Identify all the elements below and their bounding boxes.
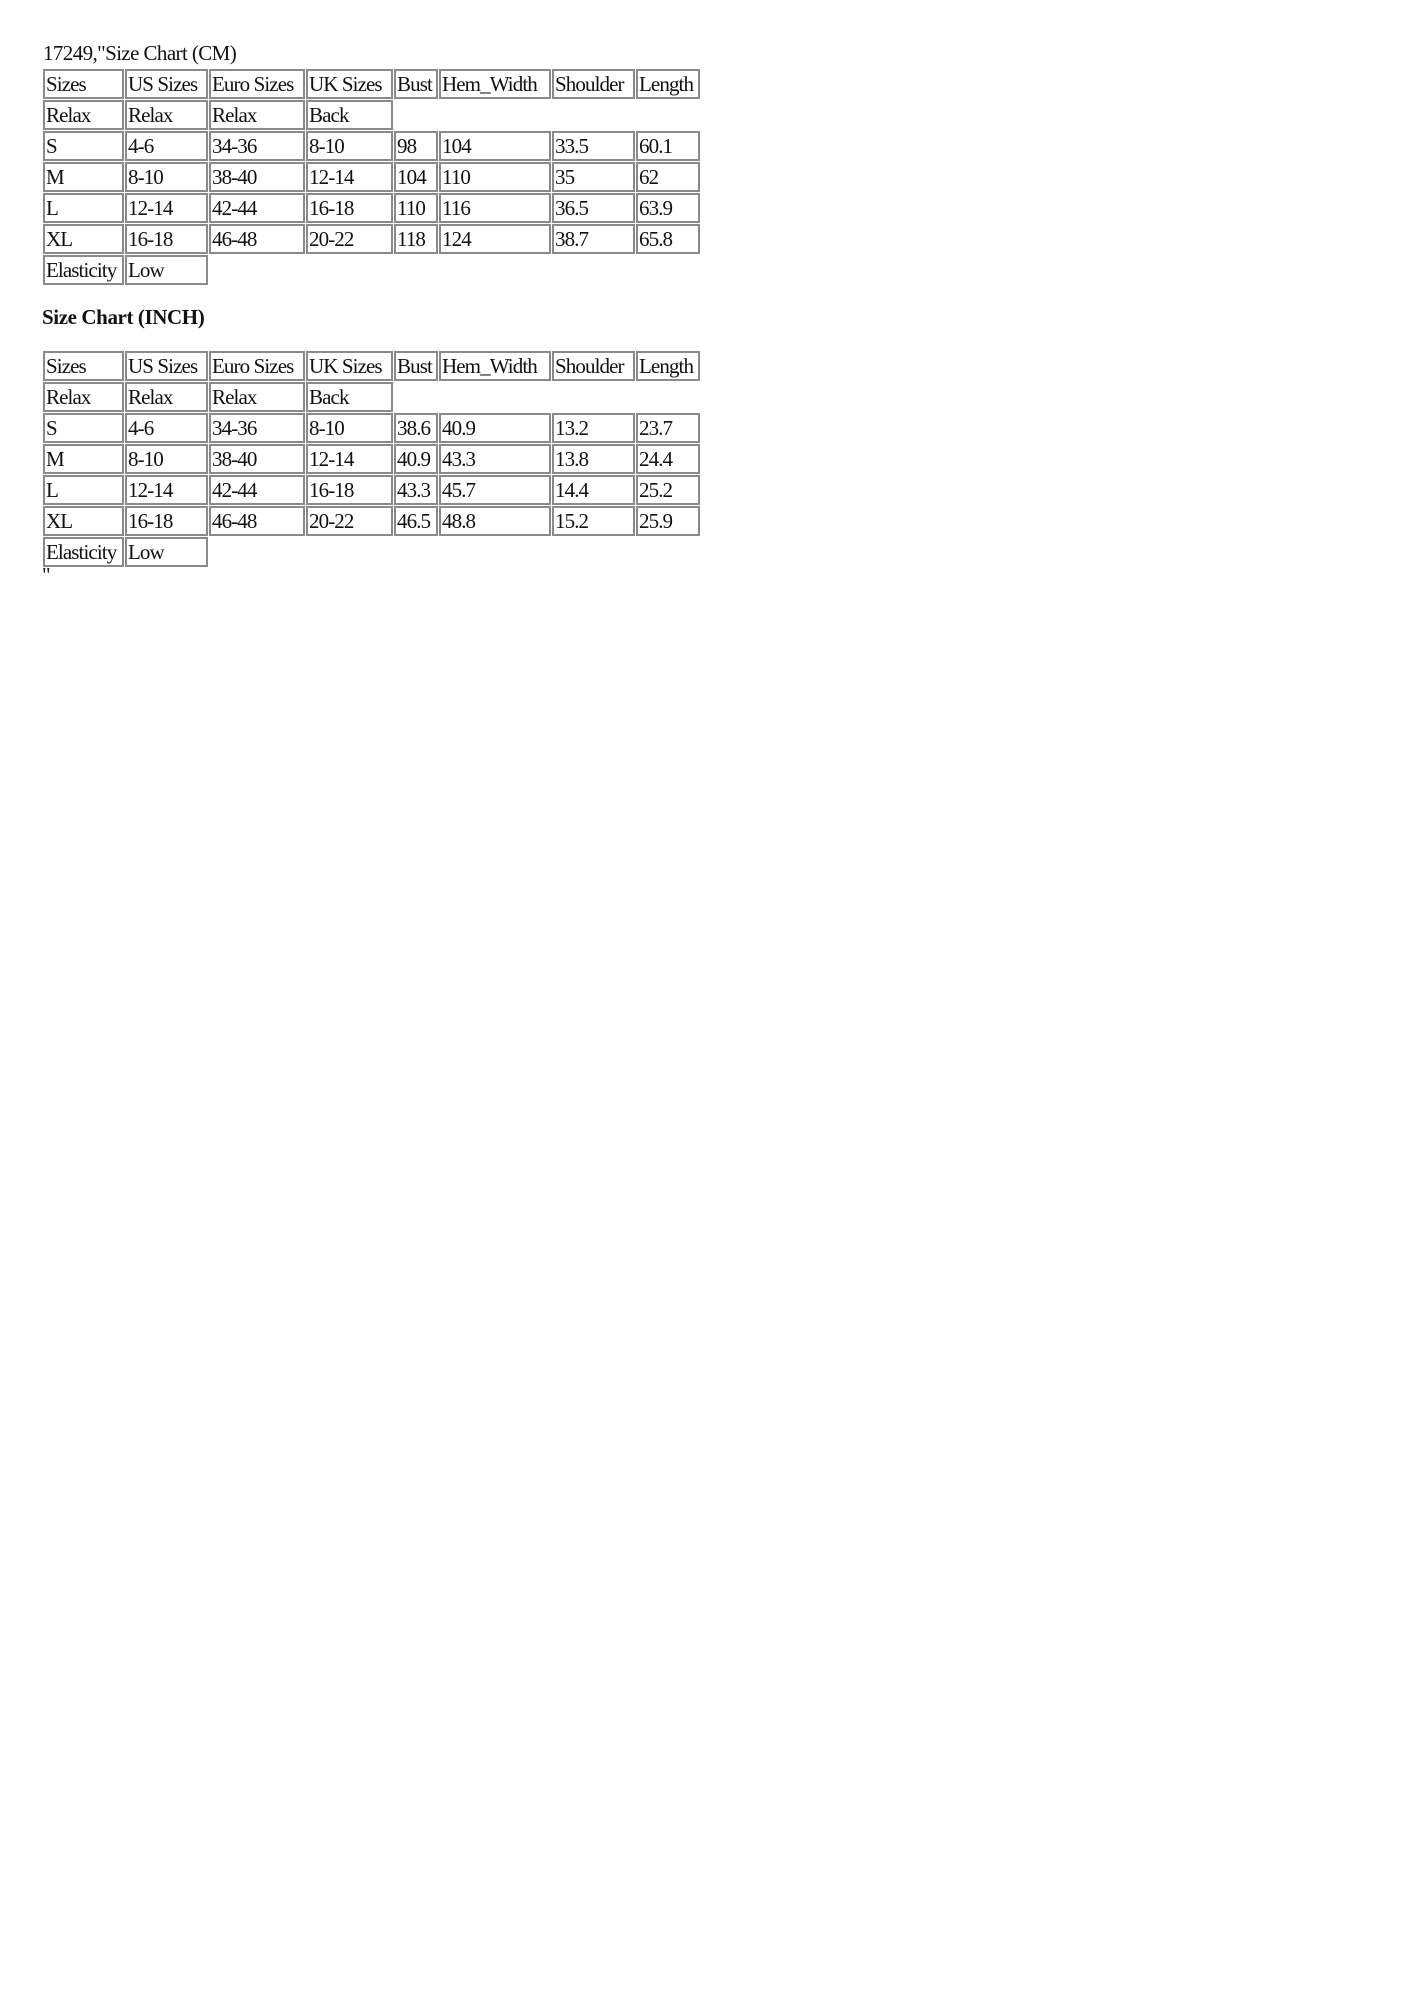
table-cell: 20-22 bbox=[306, 224, 393, 254]
table-cell: 38.7 bbox=[552, 224, 635, 254]
table-cell: Relax bbox=[43, 100, 124, 130]
table-cell: 60.1 bbox=[636, 131, 700, 161]
table-cell: 12-14 bbox=[306, 444, 393, 474]
table-cell: 14.4 bbox=[552, 475, 635, 505]
table-row bbox=[43, 162, 700, 192]
table-row bbox=[43, 100, 700, 130]
table-header-row bbox=[43, 69, 700, 99]
table-cell: 36.5 bbox=[552, 193, 635, 223]
table-cell: 110 bbox=[394, 193, 438, 223]
table-cell: 25.2 bbox=[636, 475, 700, 505]
table-row bbox=[43, 506, 700, 536]
table-header-cell: Sizes bbox=[43, 351, 124, 381]
table-cell: 8-10 bbox=[125, 162, 208, 192]
table-header-row bbox=[43, 351, 700, 381]
table-cell: 43.3 bbox=[439, 444, 551, 474]
table-cell: Relax bbox=[43, 382, 124, 412]
table-cell: 15.2 bbox=[552, 506, 635, 536]
table-cell: 38-40 bbox=[209, 444, 305, 474]
table-cell: Back bbox=[306, 382, 393, 412]
table-cell: 40.9 bbox=[439, 413, 551, 443]
table-cell: S bbox=[43, 413, 124, 443]
table-cell: 124 bbox=[439, 224, 551, 254]
cm-chart-heading: 17249,"Size Chart (CM) bbox=[43, 41, 237, 65]
table-cell: 13.2 bbox=[552, 413, 635, 443]
table-cell: 8-10 bbox=[306, 131, 393, 161]
table-cell: Back bbox=[306, 100, 393, 130]
table-cell: Relax bbox=[209, 382, 305, 412]
table-row bbox=[43, 131, 700, 161]
table-cell: 46-48 bbox=[209, 224, 305, 254]
table-cell: 33.5 bbox=[552, 131, 635, 161]
table-cell: 16-18 bbox=[125, 506, 208, 536]
table-header-cell: US Sizes bbox=[125, 69, 208, 99]
table-cell: 16-18 bbox=[125, 224, 208, 254]
table-cell: 12-14 bbox=[125, 475, 208, 505]
table-row bbox=[43, 193, 700, 223]
table-cell: 65.8 bbox=[636, 224, 700, 254]
table-cell: Relax bbox=[125, 100, 208, 130]
table-cell: 98 bbox=[394, 131, 438, 161]
table-cell: 25.9 bbox=[636, 506, 700, 536]
table-cell: Relax bbox=[209, 100, 305, 130]
table-cell: 63.9 bbox=[636, 193, 700, 223]
table-cell: 16-18 bbox=[306, 475, 393, 505]
table-cell: 34-36 bbox=[209, 131, 305, 161]
size-chart-inch-table bbox=[42, 350, 701, 568]
table-header-cell: US Sizes bbox=[125, 351, 208, 381]
table-row bbox=[43, 382, 700, 412]
table-cell: 43.3 bbox=[394, 475, 438, 505]
table-cell: 34-36 bbox=[209, 413, 305, 443]
table-cell: M bbox=[43, 162, 124, 192]
table-cell: 38-40 bbox=[209, 162, 305, 192]
table-header-cell: Shoulder bbox=[552, 351, 635, 381]
table-header-cell: Sizes bbox=[43, 69, 124, 99]
table-cell: Relax bbox=[125, 382, 208, 412]
table-row bbox=[43, 537, 700, 567]
table-row bbox=[43, 255, 700, 285]
table-cell: 4-6 bbox=[125, 131, 208, 161]
table-cell: Low bbox=[125, 537, 208, 567]
table-cell: 46.5 bbox=[394, 506, 438, 536]
table-cell: 24.4 bbox=[636, 444, 700, 474]
table-cell: XL bbox=[43, 506, 124, 536]
table-header-cell: Hem_Width bbox=[439, 351, 551, 381]
table-cell: 110 bbox=[439, 162, 551, 192]
table-row bbox=[43, 475, 700, 505]
table-row bbox=[43, 444, 700, 474]
empty-cell bbox=[209, 255, 700, 285]
table-header-cell: Bust bbox=[394, 69, 438, 99]
table-cell: 23.7 bbox=[636, 413, 700, 443]
table-cell: 8-10 bbox=[306, 413, 393, 443]
table-header-cell: Shoulder bbox=[552, 69, 635, 99]
table-cell: M bbox=[43, 444, 124, 474]
table-cell: 42-44 bbox=[209, 475, 305, 505]
table-cell: 62 bbox=[636, 162, 700, 192]
table-cell: 4-6 bbox=[125, 413, 208, 443]
table-row bbox=[43, 413, 700, 443]
table-header-cell: Length bbox=[636, 351, 700, 381]
table-cell: 40.9 bbox=[394, 444, 438, 474]
table-header-cell: UK Sizes bbox=[306, 351, 393, 381]
empty-cell bbox=[209, 537, 700, 567]
table-cell: XL bbox=[43, 224, 124, 254]
table-header-cell: UK Sizes bbox=[306, 69, 393, 99]
table-cell: Elasticity bbox=[43, 255, 124, 285]
table-cell: 104 bbox=[439, 131, 551, 161]
document-page bbox=[42, 40, 701, 587]
table-cell: 12-14 bbox=[125, 193, 208, 223]
spacer bbox=[42, 286, 701, 304]
table-cell: 12-14 bbox=[306, 162, 393, 192]
table-cell: S bbox=[43, 131, 124, 161]
table-header-cell: Euro Sizes bbox=[209, 69, 305, 99]
table-header-cell: Hem_Width bbox=[439, 69, 551, 99]
table-cell: 116 bbox=[439, 193, 551, 223]
table-cell: 20-22 bbox=[306, 506, 393, 536]
table-cell: 118 bbox=[394, 224, 438, 254]
table-header-cell: Length bbox=[636, 69, 700, 99]
table-cell: Low bbox=[125, 255, 208, 285]
table-cell: 48.8 bbox=[439, 506, 551, 536]
table-cell: 38.6 bbox=[394, 413, 438, 443]
table-header-cell: Euro Sizes bbox=[209, 351, 305, 381]
empty-cell bbox=[394, 382, 700, 412]
size-chart-cm-table bbox=[42, 68, 701, 286]
table-cell: L bbox=[43, 193, 124, 223]
table-cell: 45.7 bbox=[439, 475, 551, 505]
table-cell: 16-18 bbox=[306, 193, 393, 223]
table-header-cell: Bust bbox=[394, 351, 438, 381]
table-cell: 42-44 bbox=[209, 193, 305, 223]
table-cell: Elasticity bbox=[43, 537, 124, 567]
inch-chart-title: Size Chart (INCH) bbox=[42, 305, 205, 329]
table-row bbox=[43, 224, 700, 254]
table-cell: 46-48 bbox=[209, 506, 305, 536]
table-cell: L bbox=[43, 475, 124, 505]
table-cell: 8-10 bbox=[125, 444, 208, 474]
table-cell: 35 bbox=[552, 162, 635, 192]
empty-cell bbox=[394, 100, 700, 130]
table-cell: 13.8 bbox=[552, 444, 635, 474]
trailing-quote: " bbox=[42, 563, 51, 587]
table-cell: 104 bbox=[394, 162, 438, 192]
